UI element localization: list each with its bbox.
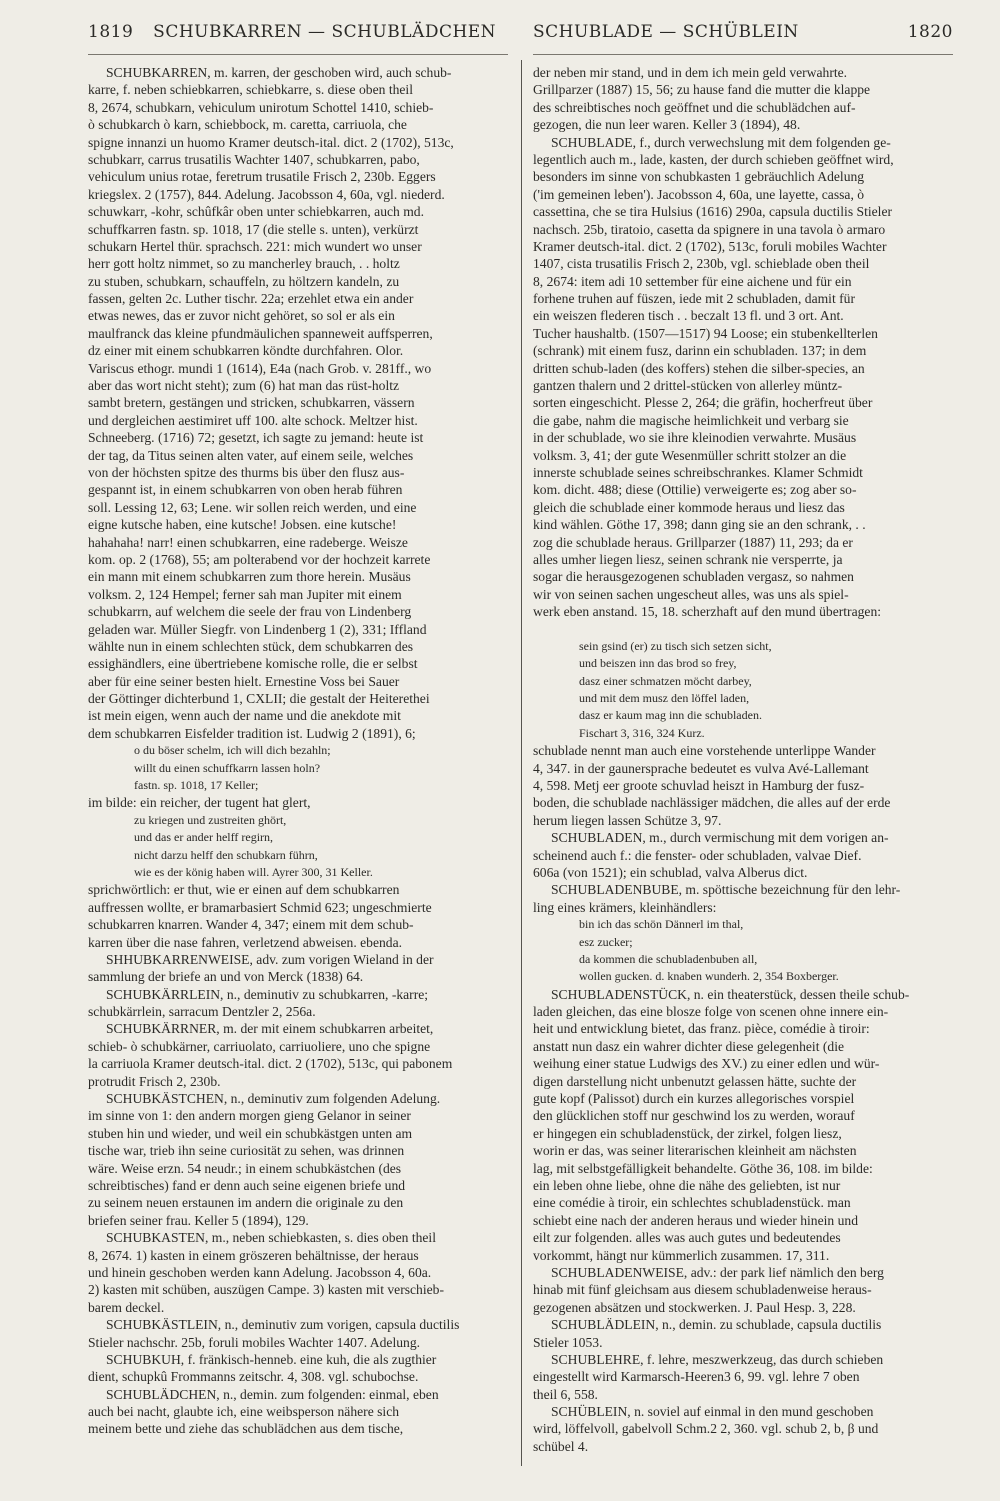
text-line: SCHÜBLEIN, n. soviel auf einmal in den mund geschoben	[551, 1404, 874, 1420]
text-line: da kommen die schubladenbuben all,	[579, 951, 758, 966]
text-line: gute kopf (Palissot) durch ein kurzes allegorisches vorspiel	[533, 1091, 855, 1107]
text-line: eilt zur folgenden. alles was auch gutes und bedeutendes	[533, 1230, 841, 1246]
text-line: nicht darzu helff den schubkarn führn,	[134, 847, 318, 862]
text-line: karre, f. neben schiebkarren, schiebkarre, s. diese oben theil	[88, 82, 413, 98]
text-line: kom. dicht. 488; diese (Ottilie) verweigerte es; zog aber so-	[533, 482, 857, 498]
text-line: weihung einer statue Ludwigs des XV.) zu einer edlen und wür-	[533, 1056, 880, 1072]
text-line: zog die schublade heraus. Grillparzer (1887) 11, 293; da er	[533, 534, 853, 550]
text-line: im bilde: ein reicher, der tugent hat glert,	[88, 795, 311, 811]
text-line: forhene truhen auf füszen, iede mit 2 schubladen, damit für	[533, 291, 855, 307]
text-line: schubkärrlein, sarracum Dentzler 2, 256a.	[88, 1004, 316, 1020]
text-line: digen darstellung nicht unbenutzt gelassen hätte, suchte der	[533, 1073, 857, 1089]
text-line: der Göttinger dichterbund 1, CXLII; die gestalt der Heiterethei	[88, 691, 430, 707]
text-line: schublade nennt man auch eine vorstehende unterlippe Wander	[533, 743, 876, 759]
text-line: theil 6, 558.	[533, 1386, 598, 1402]
text-line: 4, 598. Metj eer groote schuvlad heiszt in Hamburg der fusz-	[533, 778, 865, 794]
text-line: aber das wort nicht steht); zum (6) hat man das rüst-holtz	[88, 378, 400, 394]
text-line: maulfranck das kleine pfundmäulichen spanneweit auffsperren,	[88, 325, 433, 341]
right-text-column	[533, 64, 953, 1474]
text-line: hinab mit fünf gleichsam aus diesem schubladenweise heraus-	[533, 1282, 872, 1298]
text-line: kom. op. 2 (1768), 55; am polterabend vor der hochzeit karrete	[88, 551, 431, 567]
text-line: fastn. sp. 1018, 17 Keller;	[134, 778, 259, 793]
text-line: gantzen thalern und 2 drittel-stücken von allerley müntz-	[533, 378, 843, 394]
text-line: 1407, cista trusatilis Frisch 2, 230b, vgl. schieblade oben theil	[533, 256, 870, 272]
text-line: besonders im sinne von schubkasten 1 gebräuchlich Adelung	[533, 169, 865, 185]
text-line: dem schubkarren Eisfelder tradition ist. Ludwig 2 (1891), 6;	[88, 725, 416, 741]
text-line: sein gsind (er) zu tisch sich setzen sicht,	[579, 638, 772, 653]
text-line: und beiszen inn das brod so frey,	[579, 656, 737, 671]
text-line: die gabe, nahm die magische heimlichkeit und verbarg sie	[533, 412, 849, 428]
text-line: la carriuola Kramer deutsch-ital. dict. 2 (1702), 513c, qui pabonem	[88, 1056, 453, 1072]
text-line: meinem bette und ziehe das schublädchen aus dem tische,	[88, 1421, 404, 1437]
text-line: Tucher haushaltb. (1507—1517) 94 Loose; ein stubenkellterlen	[533, 325, 878, 341]
text-line: sogar die herausgezogenen schubladen vergasz, so nahmen	[533, 569, 854, 585]
text-line: 606a (von 1521); ein schublad, valva Alberus dict.	[533, 864, 808, 880]
text-line: der neben mir stand, und in dem ich mein geld verwahrte.	[533, 65, 848, 80]
text-line: SCHUBLÄDCHEN, n., demin. zum folgenden: einmal, eben	[106, 1386, 439, 1402]
text-line: eine comédie à tiroir, ein schlechtes schubladenstück. man	[533, 1195, 851, 1211]
text-line: ein mann mit einem schubkarren zum thore herein. Musäus	[88, 569, 411, 585]
text-line: ling eines krämers, kleinhändlers:	[533, 899, 717, 915]
text-line: SCHUBKÄSTLEIN, n., deminutiv zum vorigen, capsula ductilis	[106, 1317, 460, 1333]
text-line: karren über die nase fahren, verletzend abweisen. ebenda.	[88, 934, 403, 950]
right-page-header	[533, 22, 953, 42]
text-line: zu kriegen und zustreiten ghört,	[134, 812, 287, 827]
text-line: vehiculum unius rotae, feretrum trusatile Frisch 2, 230b. Eggers	[88, 169, 436, 185]
text-line: dient, schupkû Frommanns zeitschr. 4, 308. vgl. schubochse.	[88, 1369, 419, 1385]
text-line: kriegslex. 2 (1757), 844. Adelung. Jacobsson 4, 60a, vgl. niederd.	[88, 186, 445, 202]
text-line: des schreibtisches noch geöffnet und die schublädchen auf-	[533, 99, 856, 115]
text-line: Grillparzer (1887) 15, 56; zu hause fand die mutter die klappe	[533, 82, 871, 98]
text-line: SCHUBLADE, f., durch verwechslung mit dem folgenden ge-	[551, 134, 891, 150]
text-line: SCHUBKARREN, m. karren, der geschoben wird, auch schub-	[106, 65, 452, 80]
column-divider	[521, 60, 522, 1466]
right-running-title: SCHUBLADE — SCHÜBLEIN	[533, 22, 799, 42]
text-line: schubkarren knarren. Wander 4, 347; einem mit dem schub-	[88, 917, 414, 933]
text-line: Kramer deutsch-ital. dict. 2 (1702), 513c, foruli mobiles Wachter	[533, 238, 887, 254]
text-line: worin er das, was seiner literarischen kleinheit am nächsten	[533, 1143, 857, 1159]
text-line: sprichwörtlich: er thut, wie er einen auf dem schubkarren	[88, 882, 400, 898]
text-line: dritten schub-laden (des koffers) stehen die silber-species, an	[533, 360, 865, 376]
text-line: schuffkarren fastn. sp. 1018, 17 (die stelle s. unten), verkürzt	[88, 221, 419, 237]
text-line: schubkarr, carrus trusatilis Wachter 1407, schubkarren, pabo,	[88, 151, 420, 167]
text-line: 8, 2674, schubkarn, vehiculum unirotum Schottel 1410, schieb-	[88, 99, 434, 115]
text-line: volksm. 2, 124 Hempel; ferner sah man Jupiter mit einem	[88, 586, 402, 602]
text-line: wird, löffelvoll, gabelvoll Schm.2 2, 360. vgl. schub 2, b, β und	[533, 1421, 879, 1437]
text-line: SCHUBLADENSTÜCK, n. ein theaterstück, dessen theile schub-	[551, 986, 910, 1002]
text-line: SCHUBLÄDLEIN, n., demin. zu schublade, capsula ductilis	[551, 1317, 882, 1333]
text-line: der tag, da Titus seinen alten vater, auf einem seile, welches	[88, 447, 414, 463]
text-line: und mit dem musz den löffel laden,	[579, 691, 750, 706]
text-line: und das er ander helff regirn,	[134, 830, 274, 845]
header-rule-right	[533, 54, 953, 55]
text-line: wählte nun in einem schlechten stück, dem schubkarren des	[88, 638, 414, 654]
text-line: heit und entwicklung bietet, das franz. pièce, comédie à tiroir:	[533, 1021, 870, 1037]
text-line: alles umher liegen liesz, seinen schrank nie versperrte, ja	[533, 551, 843, 567]
text-line: Variscus ethogr. mundi 1 (1614), E4a (nach Grob. v. 281ff., wo	[88, 360, 432, 376]
text-line: 4, 347. in der gaunersprache bedeutet es vulva Avé-Lallemant	[533, 760, 869, 776]
text-line: schubkarrn, auf welchem die seele der frau von Lindenberg	[88, 604, 412, 620]
text-line: sammlung der briefe an und von Merck (1838) 64.	[88, 969, 364, 985]
text-line	[533, 621, 953, 638]
text-line: boden, die schublade nachlässiger mädchen, die alles auf der erde	[533, 795, 891, 811]
text-line: wäre. Weise erzn. 54 neudr.; in einem schubkästchen (des	[88, 1160, 402, 1176]
text-line: den glücklichen stoff nur geschwind los zu werden, worauf	[533, 1108, 855, 1124]
text-line: herum liegen lassen Schütze 3, 97.	[533, 812, 722, 828]
text-line: fassen, gelten 2c. Luther tischr. 22a; erzehlet etwa ein ander	[88, 291, 414, 307]
text-line: briefen seiner frau. Keller 5 (1894), 129.	[88, 1212, 309, 1228]
text-line: tische war, trieb ihn seine curiosität zu sehen, was drinnen	[88, 1143, 405, 1159]
text-line: schiebt eine nach der anderen heraus und wieder hinein und	[533, 1212, 858, 1228]
text-line: auffressen wollte, er bramarbasiert Schmid 623; ungeschmierte	[88, 899, 432, 915]
text-line: volksm. 3, 41; der gute Wesenmüller schritt stolzer an die	[533, 447, 847, 463]
text-line: ein leben ohne liebe, ohne die nähe des geliebten, ist nur	[533, 1178, 841, 1193]
text-line: SHHUBKARRENWEISE, adv. zum vorigen Wieland in der	[106, 951, 434, 967]
text-line: schuwkarr, -kohr, schûfkâr oben unter schiebkarren, auch md.	[88, 204, 424, 220]
text-line: SCHUBLEHRE, f. lehre, meszwerkzeug, das durch schieben	[551, 1351, 884, 1367]
text-line: bin ich das schön Dännerl im thal,	[579, 917, 744, 932]
text-line: protrudit Frisch 2, 230b.	[88, 1073, 221, 1089]
text-line: lag, mit selbstgefälligkeit behandelte. Göthe 36, 108. im bilde:	[533, 1160, 873, 1176]
text-line: ist mein eigen, wenn auch der name und die anekdote mit	[88, 708, 401, 724]
text-line: gezogen, die nun leer waren. Keller 3 (1894), 48.	[533, 117, 801, 133]
text-line: SCHUBLADENBUBE, m. spöttische bezeichnung für den lehr-	[551, 882, 901, 898]
text-line: etwas newes, das er zuvor nicht gehöret, so sol er als ein	[88, 308, 395, 324]
header-rule-left	[88, 54, 508, 55]
text-line: soll. Lessing 12, 63; Lene. wir sollen reich werden, und eine	[88, 499, 417, 515]
text-line: spigne innanzi un huomo Kramer deutsch-ital. dict. 2 (1702), 513c,	[88, 134, 454, 150]
text-line: dasz einer schmatzen möcht darbey,	[579, 673, 752, 688]
text-line: wir von seinen sachen ungescheut alles, was uns als spiel-	[533, 586, 849, 602]
text-line: er hingegen ein schubladenstück, der zirkel, folgen liesz,	[533, 1125, 842, 1141]
text-line: zu seinem neuen erstaunen im andern die originale zu den	[88, 1195, 404, 1211]
text-line: SCHUBLADEN, m., durch vermischung mit dem vorigen an-	[551, 830, 889, 846]
text-line: eingestellt wird Karmarsch-Heeren3 6, 99. vgl. lehre 7 oben	[533, 1369, 860, 1385]
text-line: und dergleichen aestimiret uff 100. alte schock. Meltzer hist.	[88, 412, 418, 428]
text-line: Schneeberg. (1716) 72; gesetzt, ich sagte zu jemand: heute ist	[88, 430, 424, 446]
text-line: 8, 2674. 1) kasten in einem gröszeren behältnisse, der heraus	[88, 1247, 419, 1263]
text-line: schreibtisches) fand er denn auch seine eigenen briefe und	[88, 1178, 406, 1193]
text-line: (schrank) mit einem fusz, darinn ein schubladen. 137; in dem	[533, 343, 867, 359]
left-text-column	[88, 64, 508, 1474]
text-line: laden gleichen, das eine blosze folge von scenen ohne innere ein-	[533, 1004, 889, 1020]
text-line: wie es der könig haben will. Ayrer 300, 31 Keller.	[134, 864, 373, 879]
left-page-number: 1819	[88, 22, 134, 42]
text-line: ('im gemeinen leben'). Jacobsson 4, 60a, une layette, cassa, ò	[533, 186, 865, 202]
text-line: barem deckel.	[88, 1299, 165, 1315]
text-line: dasz er kaum mag inn die schubladen.	[579, 708, 762, 723]
text-line: gespannt ist, in einem schubkarren von oben herab führen	[88, 482, 403, 498]
text-line: gezogenen absätzen und stockwerken. J. Paul Hesp. 3, 228.	[533, 1299, 856, 1315]
text-line: ò schubkarch ò karn, schiebbock, m. caretta, carriuola, che	[88, 117, 407, 133]
text-line: kind wählen. Göthe 17, 398; dann ging sie an den schrank, . .	[533, 517, 866, 533]
text-line: SCHUBKÄSTCHEN, n., deminutiv zum folgenden Adelung.	[106, 1091, 441, 1107]
text-line: stuben hin und wieder, und weil ein schubkästgen unten am	[88, 1125, 413, 1141]
text-line: ein weiszen flederen tisch . . beczalt 13 fl. und 3 ort. Ant.	[533, 308, 844, 324]
text-line: 8, 2674: item adi 10 settember für eine aichene und für ein	[533, 273, 852, 289]
text-line: vorkommt, hängt nur kümmerlich zusammen. 17, 311.	[533, 1247, 830, 1263]
text-line: hahahaha! narr! einen schubkarren, eine radeberge. Weisze	[88, 534, 408, 550]
text-line: sambt bretern, gestängen und stricken, schubkarren, vässern	[88, 395, 415, 411]
text-line: legentlich auch m., lade, kasten, der durch schieben geöffnet wird,	[533, 151, 894, 167]
text-line: schübel 4.	[533, 1438, 589, 1454]
text-line: SCHUBLADENWEISE, adv.: der park lief nämlich den berg	[551, 1264, 884, 1280]
text-line: zu stuben, schubkarn, schauffeln, zu höltzern kandeln, zu	[88, 273, 400, 289]
text-line: SCHUBKÄRRNER, m. der mit einem schubkarren arbeitet,	[106, 1021, 434, 1037]
text-line: 2) kasten mit schüben, auszügen Campe. 3) kasten mit verschieb-	[88, 1282, 444, 1298]
text-line: gleich die schublade einer kommode heraus und liesz das	[533, 499, 845, 515]
text-line: sorten eingeschicht. Plesse 2, 264; die gräfin, hocherfreut über	[533, 395, 873, 411]
text-line: geladen war. Müller Siegfr. von Lindenberg 1 (2), 331; Iffland	[88, 621, 427, 637]
text-line: Fischart 3, 316, 324 Kurz.	[579, 725, 705, 740]
text-line: anstatt nun dasz ein wahrer dichter diese gelegenheit (die	[533, 1038, 845, 1054]
text-line: innerste schublade seines schreibschrankes. Klamer Schmidt	[533, 464, 863, 480]
text-line: SCHUBKUH, f. fränkisch-henneb. eine kuh, die als zugthier	[106, 1351, 437, 1367]
left-running-title: SCHUBKARREN — SCHUBLÄDCHEN	[153, 22, 497, 42]
text-line: willt du einen schuffkarrn lassen holn?	[134, 760, 321, 775]
text-line: schieb- ò schubkärner, carriuolato, carriuoliere, uno che spigne	[88, 1038, 431, 1054]
text-line: cassettina, che se tira Hulsius (1616) 290a, capsula ductilis Stieler	[533, 204, 893, 220]
text-line: von der höchsten spitze des thurms bis über den flusz aus-	[88, 464, 405, 480]
text-line: werk eben anstand. 15, 18. scherzhaft auf den mund übertragen:	[533, 604, 882, 620]
text-line: in der schublade, wo sie ihre kleinodien verwahrte. Musäus	[533, 430, 857, 446]
text-line: im sinne von 1: den andern morgen gieng Gelanor in seiner	[88, 1108, 411, 1124]
text-line: wollen gucken. d. knaben wunderh. 2, 354 Boxberger.	[579, 969, 839, 984]
text-line: esz zucker;	[579, 934, 633, 949]
left-page-header	[88, 22, 498, 42]
text-line: auch bei nacht, glaubte ich, eine weibsperson nähere sich	[88, 1404, 400, 1420]
text-line: aber für eine seiner besten hielt. Ernestine Voss bei Sauer	[88, 673, 400, 689]
text-line: SCHUBKASTEN, m., neben schiebkasten, s. dies oben theil	[106, 1230, 436, 1246]
text-line: Stieler 1053.	[533, 1334, 603, 1350]
text-line: und hinein geschoben werden kann Adelung. Jacobsson 4, 60a.	[88, 1264, 432, 1280]
text-line: o du böser schelm, ich will dich bezahln;	[134, 743, 331, 758]
right-page-number: 1820	[907, 22, 953, 42]
text-line: SCHUBKÄRRLEIN, n., deminutiv zu schubkarren, -karre;	[106, 986, 429, 1002]
text-line: scheinend auch f.: die fenster- oder schubladen, valvae Dief.	[533, 847, 862, 863]
text-line: essighändlers, eine übertriebene komische rolle, die er selbst	[88, 656, 418, 672]
text-line: Stieler nachschr. 25b, foruli mobiles Wachter 1407. Adelung.	[88, 1334, 421, 1350]
text-line: dz einer mit einem schubkarren köndte durchfahren. Olor.	[88, 343, 404, 359]
text-line: schukarn Hertel thür. sprachsch. 221: mich wundert wo unser	[88, 238, 422, 254]
text-line: eigne kutsche haben, eine kutsche! Jobsen. eine kutsche!	[88, 517, 397, 533]
text-line: nachsch. 25b, tiratoio, casetta da spignere in una tavola ò armaro	[533, 221, 886, 237]
text-line: herr gott holtz nimmet, so zu mancherley brauch, . . holtz	[88, 256, 400, 272]
